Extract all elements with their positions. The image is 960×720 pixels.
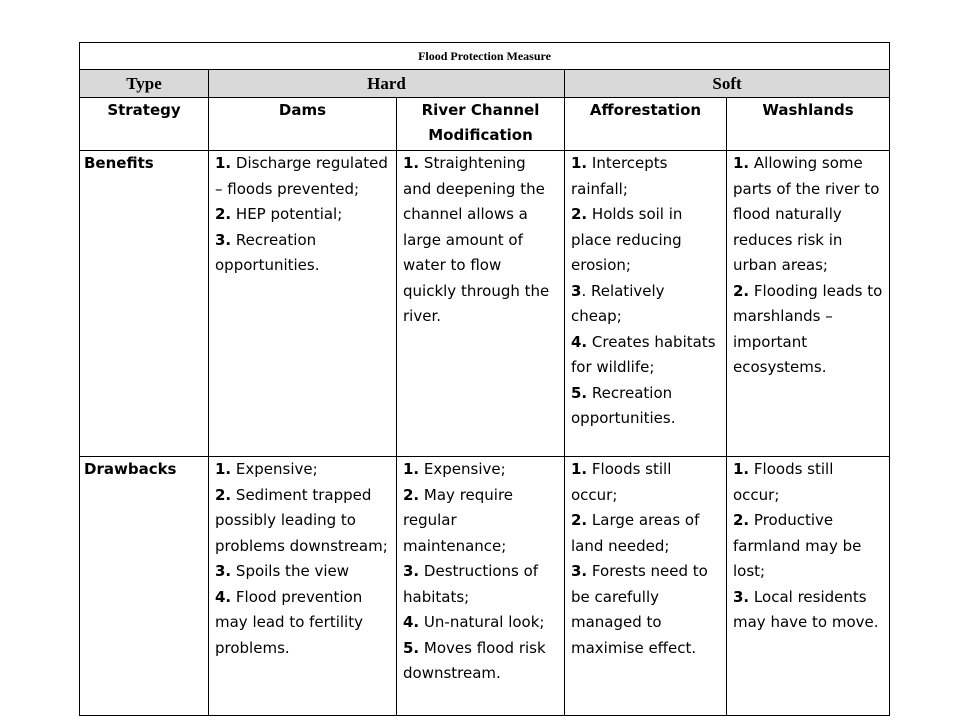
item-text: Creates habitats for wildlife; (571, 332, 716, 376)
list-item (215, 559, 390, 585)
item-number: 3. (215, 230, 232, 249)
type-label: Type (80, 70, 209, 98)
item-number: 2. (403, 485, 420, 504)
item-text: Flood prevention may lead to fertility problems. (215, 587, 363, 657)
item-number: 2. (733, 511, 750, 529)
item-text: Expensive; (235, 460, 318, 478)
item-number: 4. (571, 332, 588, 351)
item-number: 2. (571, 205, 588, 223)
list-item (571, 457, 720, 508)
item-text: Forests need to be carefully managed to maximise effect. (571, 562, 708, 657)
item-text: Expensive; (423, 460, 506, 478)
item-number: 3. (403, 562, 420, 580)
drawbacks-row (80, 457, 890, 716)
item-text: Floods still occur; (571, 460, 672, 504)
item-number: 2. (733, 281, 750, 300)
drawbacks-label: Drawbacks (80, 457, 209, 716)
item-text: Spoils the view (235, 562, 349, 580)
list-item (571, 202, 720, 279)
item-number: 2. (215, 205, 232, 223)
list-item (571, 559, 720, 661)
item-number: 1. (571, 154, 588, 172)
item-text: Recreation opportunities. (215, 230, 320, 274)
strategy-river-channel-modification: River Channel Modification (397, 98, 565, 151)
item-text: May require regular maintenance; (403, 485, 514, 555)
drawbacks-dams (209, 457, 397, 716)
item-number: 4. (215, 587, 232, 606)
item-text: Sediment trapped possibly leading to problems downstream; (215, 485, 388, 555)
item-number: 3. (571, 562, 588, 580)
item-text: Destructions of habitats; (403, 562, 539, 606)
list-item (733, 457, 883, 508)
item-text: HEP potential; (235, 205, 343, 223)
table-title: Flood Protection Measure (80, 43, 890, 70)
strategy-label: Strategy (80, 98, 209, 151)
list-item (215, 228, 390, 279)
list-item (571, 508, 720, 559)
item-text: Recreation opportunities. (571, 383, 676, 427)
list-item (215, 151, 390, 202)
item-text: Un-natural look; (423, 613, 545, 631)
list-item (403, 457, 558, 483)
list-item (215, 585, 390, 662)
list-item (403, 610, 558, 636)
list-item (571, 151, 720, 202)
list-item (403, 483, 558, 560)
item-text: Intercepts rainfall; (571, 154, 668, 198)
strategy-afforestation: Afforestation (565, 98, 727, 151)
item-number: 5. (403, 638, 420, 657)
item-text: . Relatively cheap; (571, 281, 665, 325)
item-number: 1. (215, 460, 232, 478)
item-text: Discharge regulated – floods prevented; (215, 154, 388, 198)
type-row (80, 70, 890, 98)
flood-protection-table (79, 42, 890, 716)
item-text: Floods still occur; (733, 460, 834, 504)
item-text: Allowing some parts of the river to flood naturally reduces risk in urban areas; (733, 154, 880, 274)
item-number: 1. (215, 154, 232, 172)
list-item (215, 483, 390, 560)
item-number: 3. (215, 562, 232, 580)
item-text: Productive farmland may be lost; (733, 511, 862, 580)
item-number: 1. (571, 460, 588, 478)
benefits-dams (209, 151, 397, 457)
list-item (733, 279, 883, 381)
drawbacks-washlands (727, 457, 890, 716)
list-item (403, 636, 558, 687)
item-number: 2. (215, 485, 232, 504)
list-item (215, 457, 390, 483)
item-number: 5. (571, 383, 588, 402)
list-item (403, 559, 558, 610)
strategy-washlands: Washlands (727, 98, 890, 151)
soft-header: Soft (565, 70, 890, 98)
item-text: Flooding leads to marshlands – important ecosystems. (733, 281, 883, 376)
item-number: 1. (733, 460, 750, 478)
item-text: Large areas of land needed; (571, 511, 700, 555)
item-text: Moves flood risk downstream. (403, 638, 546, 682)
item-number: 3. (733, 587, 750, 606)
benefits-row (80, 151, 890, 457)
list-item (733, 508, 883, 585)
benefits-washlands (727, 151, 890, 457)
list-item (571, 279, 720, 330)
drawbacks-afforestation (565, 457, 727, 716)
list-item (571, 381, 720, 432)
item-number: 4. (403, 613, 420, 631)
list-item (403, 151, 558, 330)
item-number: 1. (403, 460, 420, 478)
list-item (571, 330, 720, 381)
drawbacks-river-channel (397, 457, 565, 716)
list-item (215, 202, 390, 228)
item-number: 3 (571, 281, 582, 300)
item-number: 2. (571, 511, 588, 529)
hard-header: Hard (209, 70, 565, 98)
benefits-label: Benefits (80, 151, 209, 457)
item-text: Local residents may have to move. (733, 587, 879, 631)
list-item (733, 585, 883, 636)
strategy-row (80, 98, 890, 151)
item-number: 1. (403, 154, 420, 172)
item-text: Holds soil in place reducing erosion; (571, 205, 683, 274)
strategy-dams: Dams (209, 98, 397, 151)
list-item (733, 151, 883, 279)
title-row (80, 43, 890, 70)
benefits-river-channel (397, 151, 565, 457)
benefits-afforestation (565, 151, 727, 457)
item-text: Straightening and deepening the channel allows a large amount of water to flow quickly through the river. (403, 154, 550, 325)
item-number: 1. (733, 154, 750, 172)
